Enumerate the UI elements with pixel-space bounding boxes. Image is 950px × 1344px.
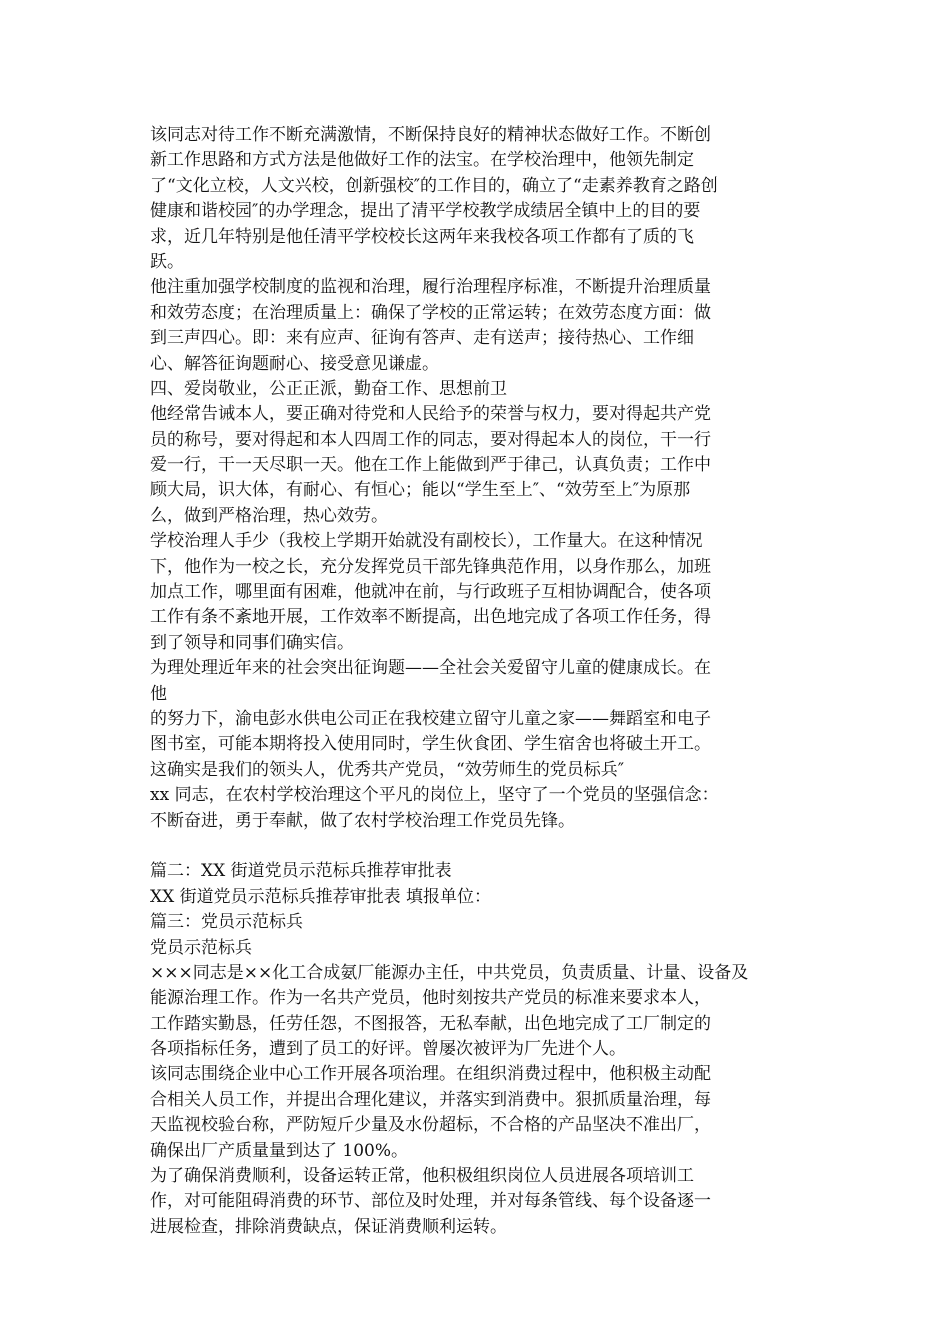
text-line: 篇二：XX 街道党员示范标兵推荐审批表 <box>150 861 452 882</box>
text-line: 这确实是我们的领头人，优秀共产党员，“效劳师生的党员标兵″ <box>150 759 625 780</box>
text-line: 该同志围绕企业中心工作开展各项治理。在组织消费过程中，他积极主动配 <box>150 1064 711 1085</box>
text-line: 为了确保消费顺利，设备运转正常，他积极组织岗位人员进展各项培训工 <box>150 1166 694 1187</box>
text-line: 进展检查，排除消费缺点，保证消费顺利运转。 <box>150 1216 507 1237</box>
text-line: 么，做到严格治理，热心效劳。 <box>150 505 388 526</box>
text-line: 四、爱岗敬业，公正正派，勤奋工作、思想前卫 <box>150 378 507 399</box>
text-line: 合相关人员工作，并提出合理化建议，并落实到消费中。狠抓质量治理，每 <box>150 1089 711 1110</box>
text-line: 党员示范标兵 <box>150 937 252 958</box>
text-line: 下，他作为一校之长，充分发挥党员干部先锋典范作用，以身作那么，加班 <box>150 556 711 577</box>
text-line: 他 <box>150 683 167 704</box>
text-line: 新工作思路和方式方法是他做好工作的法宝。在学校治理中，他领先制定 <box>150 150 694 171</box>
text-line: 健康和谐校园″的办学理念，提出了清平学校教学成绩居全镇中上的目的要 <box>150 201 701 222</box>
text-line: 跃。 <box>150 251 184 272</box>
text-line: 确保出厂产质量量到达了 100%。 <box>150 1140 409 1161</box>
text-line: 员的称号，要对得起和本人四周工作的同志，要对得起本人的岗位，干一行 <box>150 429 711 450</box>
text-line: 爱一行，干一天尽职一天。他在工作上能做到严于律己，认真负责；工作中 <box>150 455 711 476</box>
text-line: 该同志对待工作不断充满激情，不断保持良好的精神状态做好工作。不断创 <box>150 125 711 145</box>
text-line: 和效劳态度；在治理质量上：确保了学校的正常运转；在效劳态度方面：做 <box>150 302 711 323</box>
text-line: 学校治理人手少（我校上学期开始就没有副校长），工作量大。在这种情况 <box>150 531 703 552</box>
section-gap <box>150 834 800 859</box>
text-line: 能源治理工作。作为一名共产党员，他时刻按共产党员的标准来要求本人， <box>150 988 711 1009</box>
text-line: 到了领导和同事们确实信。 <box>150 632 354 653</box>
text-line: 了“文化立校，人文兴校，创新强校″的工作目的，确立了“走素养教育之路创 <box>150 175 718 196</box>
text-line: 心、解答征询题耐心、接受意见谦虚。 <box>150 353 439 374</box>
text-line: 他注重加强学校制度的监视和治理，履行治理程序标准，不断提升治理质量 <box>150 277 711 298</box>
text-line: 篇三：党员示范标兵 <box>150 912 303 933</box>
text-line: 作，对可能阻碍消费的环节、部位及时处理，并对每条管线、每个设备逐一 <box>150 1191 711 1212</box>
document-section-1 <box>150 123 800 834</box>
document-section-2 <box>150 859 800 1240</box>
text-line: ×××同志是××化工合成氨厂能源办主任，中共党员，负责质量、计量、设备及 <box>150 962 749 983</box>
text-line: 的努力下，渝电彭水供电公司正在我校建立留守儿童之家——舞蹈室和电子 <box>150 708 711 729</box>
text-line: 不断奋进，勇于奉献，做了农村学校治理工作党员先锋。 <box>150 810 575 831</box>
text-line: 他经常告诫本人，要正确对待党和人民给予的荣誉与权力，要对得起共产党 <box>150 404 711 425</box>
text-line: 到三声四心。即：来有应声、征询有答声、走有送声；接待热心、工作细 <box>150 328 694 349</box>
text-line: 工作踏实勤恳，任劳任怨，不图报答，无私奉献，出色地完成了工厂制定的 <box>150 1013 711 1034</box>
text-line: 图书室，可能本期将投入使用同时，学生伙食团、学生宿舍也将破土开工。 <box>150 734 711 755</box>
text-line: 天监视校验台称，严防短斤少量及水份超标，不合格的产品坚决不准出厂， <box>150 1115 711 1136</box>
text-line: XX 街道党员示范标兵推荐审批表 填报单位： <box>150 886 492 907</box>
text-line: 加点工作，哪里面有困难，他就冲在前，与行政班子互相协调配合，使各项 <box>150 582 711 603</box>
text-line: 求，近几年特别是他任清平学校校长这两年来我校各项工作都有了质的飞 <box>150 226 694 247</box>
text-line: 顾大局，识大体，有耐心、有恒心；能以“学生至上″、“效劳至上″为原那 <box>150 480 691 501</box>
text-line: 各项指标任务，遭到了员工的好评。曾屡次被评为厂先进个人。 <box>150 1039 626 1060</box>
text-line: 为理处理近年来的社会突出征询题——全社会关爱留守儿童的健康成长。在 <box>150 658 711 679</box>
document-body <box>150 123 800 1240</box>
text-line: xx 同志，在农村学校治理这个平凡的岗位上，坚守了一个党员的坚强信念： <box>150 785 719 806</box>
text-line: 工作有条不紊地开展，工作效率不断提高，出色地完成了各项工作任务，得 <box>150 607 711 628</box>
